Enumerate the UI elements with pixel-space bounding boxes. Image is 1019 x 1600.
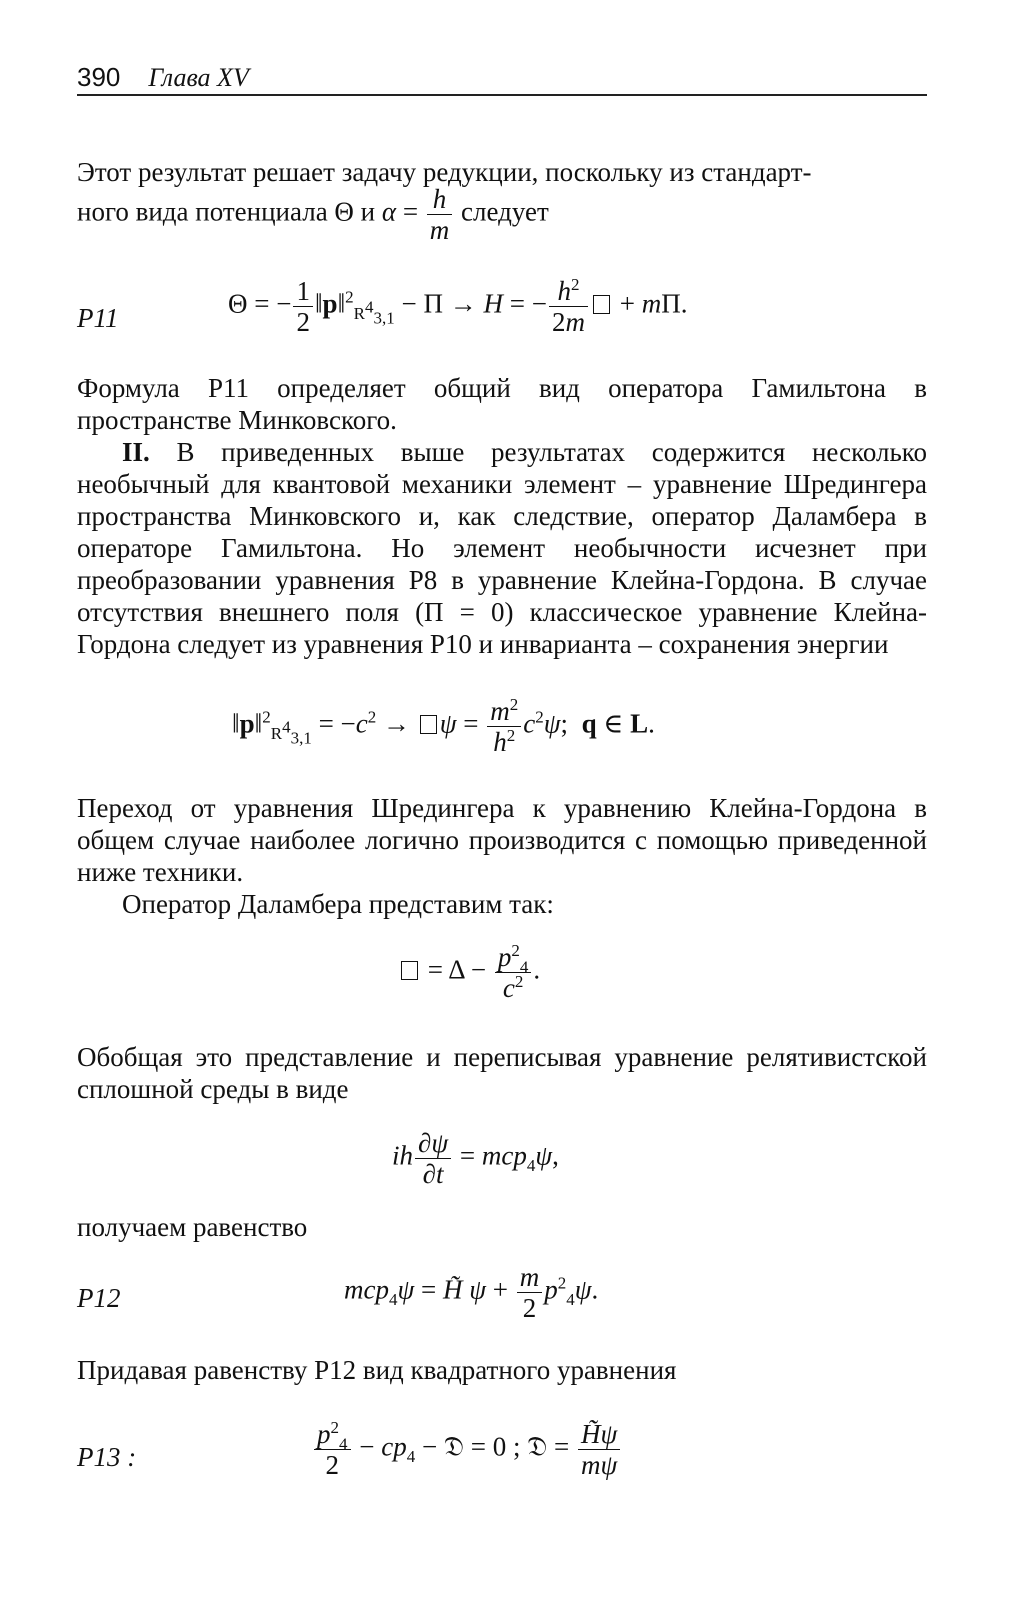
formula-label-p13: P13 : [77, 1442, 137, 1472]
paragraph-1-line-1: Этот результат решает задачу редукции, поскольку из стандарт- [77, 157, 812, 187]
page-number: 390 [77, 62, 121, 92]
alpha-fraction: $\frac{h}{m}$ [427, 184, 453, 245]
paragraph-6: Обобщая это представление и переписывая уравнение релятивистской сплошной среды в виде [77, 1042, 927, 1104]
paragraph-5: Оператор Даламбера представим так: [122, 889, 554, 919]
formula-relativistic-medium: ih $\frac{\partial\psi}{\partial t}$ = mcp$_4$ψ, [392, 1128, 559, 1189]
formula-label-p12: P12 [77, 1283, 121, 1313]
formula-p11: Θ = − $\frac{1}{2}$ ‖p‖$^2_{R^4_{3,1}}$ − Π → H = − $\frac{h^2}{2m}$ + mΠ. [228, 275, 688, 337]
formula-p13: $\frac{p^2_4}{2}$ − $cp_4$ − 𝔇 = 0 ; 𝔇 = $\frac{H̃\psi}{m\psi}$ [312, 1419, 622, 1480]
formula-dalembert: = Δ − $\frac{p^2_4}{c^2}$ . [398, 942, 540, 1003]
formula-p12: mcp$_4$ψ = H̃ ψ + $\frac{m}{2}$ $p^2_4\psi$. [344, 1262, 599, 1323]
section-marker: II. [122, 437, 150, 467]
paragraph-1 [77, 156, 927, 245]
running-title: Глава XV [148, 63, 249, 92]
paragraph-2: Формула P11 определяет общий вид оператора Гамильтона в пространстве Минковского. [77, 373, 927, 435]
paragraph-8: Придавая равенству P12 вид квадратного уравнения [77, 1355, 677, 1385]
formula-klein-gordon: ‖p‖$^2_{R^4_{3,1}}$ = $-c^2 \to \psi$ = $\frac{m^2}{h^2}$ $c^2\psi$; q ∈ L. [232, 695, 655, 757]
paragraph-1-line-2: ного вида потенциала Θ и α = $\frac{h}{m}$ следует [77, 184, 549, 245]
header-rule [77, 94, 927, 96]
page-header [77, 62, 249, 93]
paragraph-7: получаем равенство [77, 1212, 308, 1242]
paragraph-4: Переход от уравнения Шредингера к уравнению Клейна-Гордона в общем случае наиболее логично производится с помощью приведенной ниже техники. [77, 793, 927, 887]
paragraph-3: II. В приведенных выше результатах содержится несколько необычный для квантовой механики элемент – уравнение Шредингера пространства Минковского и, как следствие, оператор Даламбера в операторе Гамильтона. Но элемент необычности исчезнет при преобразовании уравнения P8 в уравнение Клейна-Гордона. В случае отсутствия внешнего поля (Π = 0) классическое уравнение Клейна-Гордона следует из уравнения P10 и инварианта – сохранения энергии [77, 437, 928, 659]
formula-label-p11: P11 [77, 303, 119, 333]
